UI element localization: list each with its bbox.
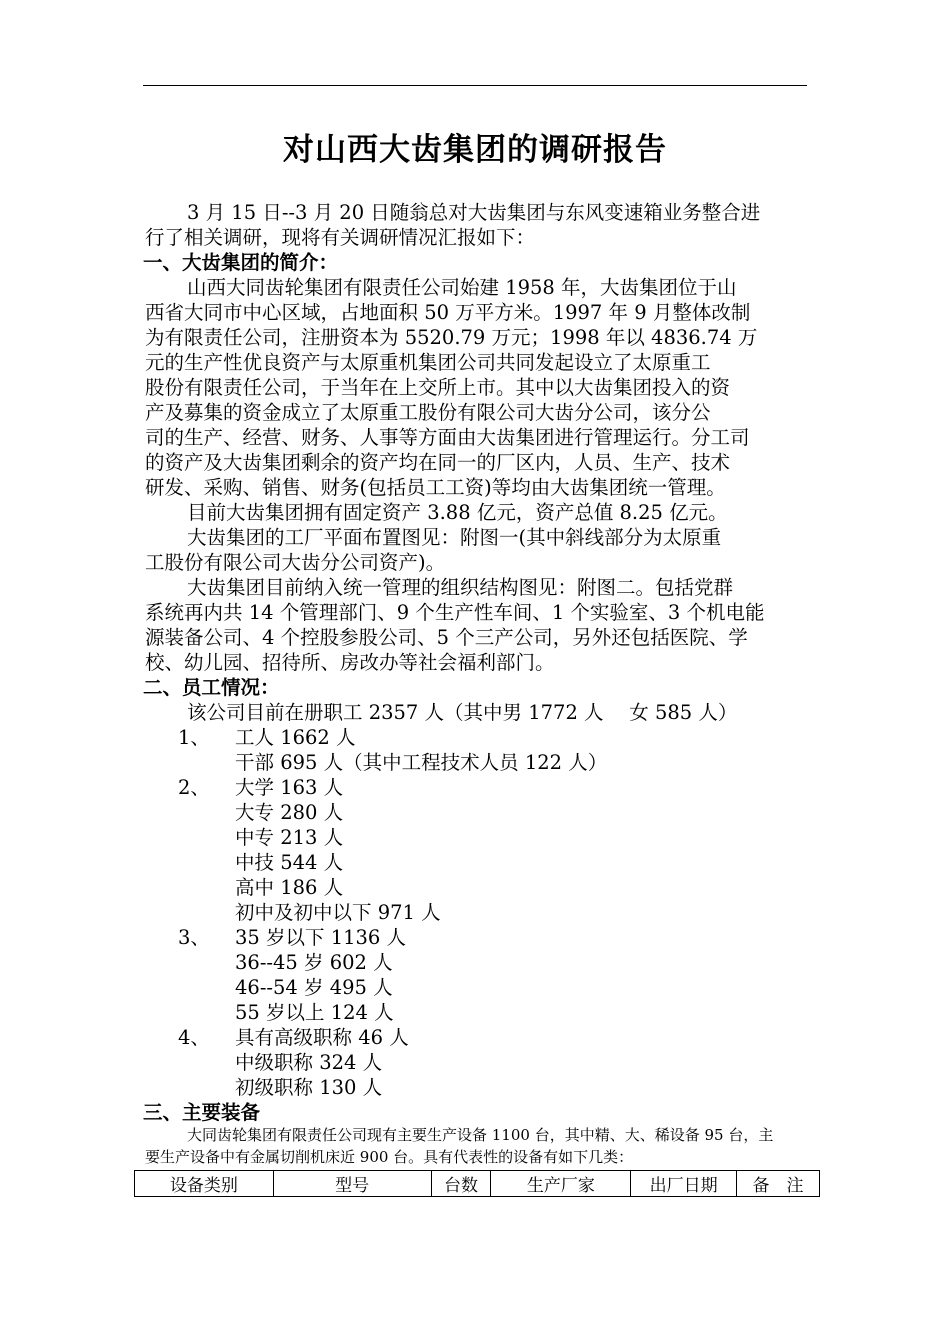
s1-p4-line: 校、幼儿园、招待所、房改办等社会福利部门。 bbox=[145, 651, 555, 674]
group-number: 1、 bbox=[178, 726, 210, 749]
section-3-heading: 三、主要装备 bbox=[143, 1101, 261, 1124]
table-header-cell: 型号 bbox=[273, 1171, 431, 1197]
group-number: 2、 bbox=[178, 776, 210, 799]
table-header-cell: 设备类别 bbox=[135, 1171, 274, 1197]
list-item: 大专 280 人 bbox=[235, 801, 344, 824]
table-header-cell: 台数 bbox=[431, 1171, 491, 1197]
list-item: 35 岁以下 1136 人 bbox=[235, 926, 407, 949]
s3-paragraph-line-2: 要生产设备中有金属切削机床近 900 台。具有代表性的设备有如下几类： bbox=[145, 1148, 634, 1166]
table-header-cell: 备 注 bbox=[737, 1171, 820, 1197]
s1-p2: 目前大齿集团拥有固定资产 3.88 亿元，资产总值 8.25 亿元。 bbox=[187, 501, 728, 524]
section-1-heading: 一、大齿集团的简介： bbox=[143, 251, 339, 274]
intro-line-2: 行了相关调研，现将有关调研情况汇报如下： bbox=[145, 226, 536, 249]
s3-paragraph-line-1: 大同齿轮集团有限责任公司现有主要生产设备 1100 台，其中精、大、稀设备 95 台，主 bbox=[187, 1126, 774, 1144]
s1-p1-line: 元的生产性优良资产与太原重机集团公司共同发起设立了太原重工 bbox=[145, 351, 711, 374]
list-item: 初中及初中以下 971 人 bbox=[235, 901, 441, 924]
header-rule bbox=[143, 85, 807, 86]
section-2-heading: 二、员工情况： bbox=[143, 676, 280, 699]
s1-p4-line: 系统再内共 14 个管理部门、9 个生产性车间、1 个实验室、3 个机电能 bbox=[145, 601, 765, 624]
list-item: 中级职称 324 人 bbox=[235, 1051, 383, 1074]
equipment-table bbox=[134, 1170, 820, 1197]
list-item: 中技 544 人 bbox=[235, 851, 344, 874]
s1-p1-line: 股份有限责任公司，于当年在上交所上市。其中以大齿集团投入的资 bbox=[145, 376, 731, 399]
list-item: 55 岁以上 124 人 bbox=[235, 1001, 394, 1024]
s1-p1-line: 产及募集的资金成立了太原重工股份有限公司大齿分公司，该分公 bbox=[145, 401, 711, 424]
list-item: 具有高级职称 46 人 bbox=[235, 1026, 409, 1049]
group-number: 4、 bbox=[178, 1026, 210, 1049]
list-item: 大学 163 人 bbox=[235, 776, 344, 799]
s1-p4-line: 源装备公司、4 个控股参股公司、5 个三产公司，另外还包括医院、学 bbox=[145, 626, 748, 649]
s1-p1-line: 司的生产、经营、财务、人事等方面由大齿集团进行管理运行。分工司 bbox=[145, 426, 750, 449]
table-header-cell: 生产厂家 bbox=[491, 1171, 631, 1197]
list-item: 干部 695 人（其中工程技术人员 122 人） bbox=[235, 751, 608, 774]
table-header-cell: 出厂日期 bbox=[631, 1171, 737, 1197]
s1-p3-line: 工股份有限公司大齿分公司资产)。 bbox=[145, 551, 446, 574]
list-item: 46--54 岁 495 人 bbox=[235, 976, 393, 999]
staff-summary: 该公司目前在册职工 2357 人（其中男 1772 人 女 585 人） bbox=[187, 701, 738, 724]
list-item: 初级职称 130 人 bbox=[235, 1076, 383, 1099]
s1-p1-line: 研发、采购、销售、财务(包括员工工资)等均由大齿集团统一管理。 bbox=[145, 476, 726, 499]
intro-line-1: 3 月 15 日--3 月 20 日随翁总对大齿集团与东风变速箱业务整合进 bbox=[187, 201, 761, 224]
page-title: 对山西大齿集团的调研报告 bbox=[283, 132, 667, 168]
s1-p4-line: 大齿集团目前纳入统一管理的组织结构图见：附图二。包括党群 bbox=[187, 576, 734, 599]
s1-p1-line: 的资产及大齿集团剩余的资产均在同一的厂区内，人员、生产、技术 bbox=[145, 451, 731, 474]
list-item: 工人 1662 人 bbox=[235, 726, 356, 749]
list-item: 36--45 岁 602 人 bbox=[235, 951, 393, 974]
list-item: 高中 186 人 bbox=[235, 876, 344, 899]
s1-p3-line: 大齿集团的工厂平面布置图见：附图一(其中斜线部分为太原重 bbox=[187, 526, 722, 549]
s1-p1-line: 为有限责任公司，注册资本为 5520.79 万元；1998 年以 4836.74 万 bbox=[145, 326, 758, 349]
list-item: 中专 213 人 bbox=[235, 826, 344, 849]
s1-p1-line: 山西大同齿轮集团有限责任公司始建 1958 年，大齿集团位于山 bbox=[187, 276, 737, 299]
group-number: 3、 bbox=[178, 926, 210, 949]
s1-p1-line: 西省大同市中心区域，占地面积 50 万平方米。1997 年 9 月整体改制 bbox=[145, 301, 751, 324]
table-header-row bbox=[135, 1171, 820, 1197]
